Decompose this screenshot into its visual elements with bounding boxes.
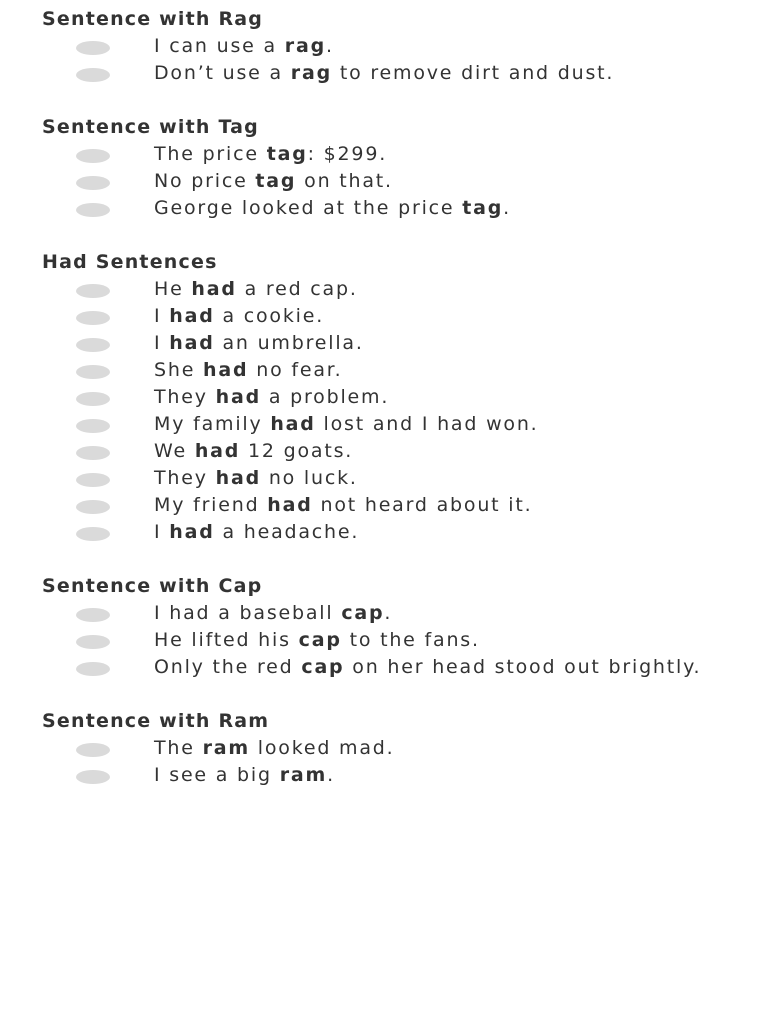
keyword-text: tag (255, 170, 297, 192)
keyword-text: had (270, 413, 316, 435)
sentence-text: no fear. (248, 359, 343, 381)
bullet-icon (76, 500, 110, 514)
keyword-text: cap (301, 656, 345, 678)
sentence-text: . (327, 764, 335, 786)
list-item (42, 357, 722, 384)
sentence-text: He (154, 278, 192, 300)
bullet-icon (76, 203, 110, 217)
sentence-text: The price (154, 143, 267, 165)
sentence-text: a cookie. (214, 305, 325, 327)
list-item (42, 654, 722, 681)
sentence-text: a red cap. (236, 278, 358, 300)
bullet-icon (76, 284, 110, 298)
sentence-text: on that. (296, 170, 393, 192)
bullet-icon (76, 149, 110, 163)
document-body (42, 6, 722, 816)
keyword-text: cap (341, 602, 385, 624)
sentence-text: lost and I had won. (315, 413, 539, 435)
section (42, 708, 722, 789)
section-heading: Sentence with Cap (42, 575, 263, 597)
bullet-icon (76, 662, 110, 676)
sentence-text: looked mad. (249, 737, 395, 759)
bullet-icon (76, 419, 110, 433)
bullet-list (42, 141, 722, 222)
list-item (42, 60, 722, 87)
sentence-text: a problem. (260, 386, 390, 408)
keyword-text: had (215, 386, 261, 408)
sentence-text: no luck. (260, 467, 358, 489)
keyword-text: cap (298, 629, 342, 651)
list-item (42, 33, 722, 60)
keyword-text: had (169, 521, 215, 543)
sentence-text: a headache. (214, 521, 360, 543)
keyword-text: had (215, 467, 261, 489)
sentence-text: My family (154, 413, 271, 435)
sentence-text: I see a big (154, 764, 280, 786)
sentence-text: I had a baseball (154, 602, 342, 624)
bullet-list (42, 276, 722, 546)
sentence-text: I (154, 332, 170, 354)
section-heading: Had Sentences (42, 251, 218, 273)
section (42, 114, 722, 222)
bullet-icon (76, 365, 110, 379)
bullet-icon (76, 68, 110, 82)
keyword-text: ram (279, 764, 328, 786)
bullet-icon (76, 635, 110, 649)
sentence-text: My friend (154, 494, 268, 516)
list-item (42, 384, 722, 411)
sentence-text: He lifted his (154, 629, 299, 651)
sentence-text: I (154, 305, 170, 327)
sentence-text: George looked at the price (154, 197, 463, 219)
list-item (42, 627, 722, 654)
bullet-icon (76, 473, 110, 487)
sentence-text: to remove dirt and dust. (331, 62, 615, 84)
section-heading: Sentence with Tag (42, 116, 259, 138)
sentence-text: . (384, 602, 393, 624)
keyword-text: had (267, 494, 313, 516)
list-item (42, 411, 722, 438)
sentence-text: They (154, 467, 216, 489)
bullet-icon (76, 392, 110, 406)
bullet-icon (76, 446, 110, 460)
sentence-text: She (154, 359, 204, 381)
list-item (42, 141, 722, 168)
sentence-text: not heard about it. (312, 494, 533, 516)
list-item (42, 600, 722, 627)
keyword-text: had (191, 278, 237, 300)
list-item (42, 195, 722, 222)
sentence-text: The (154, 737, 203, 759)
sentence-text: I (154, 521, 170, 543)
keyword-text: had (169, 332, 215, 354)
section-heading: Sentence with Ram (42, 710, 270, 732)
bullet-icon (76, 41, 110, 55)
list-item (42, 438, 722, 465)
bullet-list (42, 600, 722, 681)
list-item (42, 168, 722, 195)
sentence-text: No price (154, 170, 256, 192)
keyword-text: had (194, 440, 241, 462)
sentence-text: I can use a (154, 35, 285, 57)
sentence-text: an umbrella. (214, 332, 364, 354)
section (42, 249, 722, 546)
section-heading: Sentence with Rag (42, 8, 264, 30)
list-item (42, 735, 722, 762)
list-item (42, 465, 722, 492)
sentence-text: : $299. (307, 143, 388, 165)
bullet-list (42, 735, 722, 789)
keyword-text: had (203, 359, 249, 381)
keyword-text: rag (284, 35, 326, 57)
sentence-text: to the fans. (341, 629, 480, 651)
keyword-text: tag (266, 143, 308, 165)
sentence-text: Only the red (154, 656, 302, 678)
sentence-text: 12 goats. (240, 440, 354, 462)
bullet-icon (76, 743, 110, 757)
keyword-text: tag (462, 197, 504, 219)
list-item (42, 519, 722, 546)
list-item (42, 303, 722, 330)
list-item (42, 276, 722, 303)
section (42, 6, 722, 87)
section (42, 573, 722, 681)
bullet-icon (76, 527, 110, 541)
list-item (42, 492, 722, 519)
bullet-icon (76, 176, 110, 190)
sentence-text: . (325, 35, 334, 57)
bullet-list (42, 33, 722, 87)
keyword-text: had (169, 305, 215, 327)
keyword-text: ram (202, 737, 250, 759)
sentence-text: on her head stood out brightly. (344, 656, 702, 678)
list-item (42, 762, 722, 789)
sentence-text: They (154, 386, 216, 408)
bullet-icon (76, 608, 110, 622)
keyword-text: rag (290, 62, 332, 84)
list-item (42, 330, 722, 357)
sentence-text: Don’t use a (154, 62, 291, 84)
bullet-icon (76, 311, 110, 325)
sentence-text: . (503, 197, 511, 219)
sentence-text: We (154, 440, 195, 462)
bullet-icon (76, 770, 110, 784)
bullet-icon (76, 338, 110, 352)
